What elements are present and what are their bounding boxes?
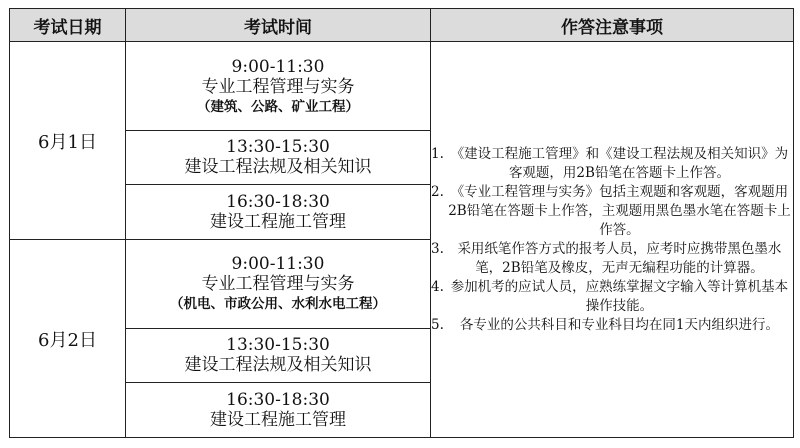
- list-item: 5. 各专业的公共科目和专业科目均在同1天内组织进行。: [431, 316, 779, 333]
- slot-time: 13:30-15:30: [226, 335, 330, 356]
- list-item: 1. 《建设工程施工管理》和《建设工程法规及相关知识》为客观题，用2B铅笔在答题卡上作答。: [431, 145, 789, 181]
- list-item: 3. 采用纸笔作答方式的报考人员，应考时应携带黑色墨水笔，2B铅笔及橡皮，无声无编程功能的计算器。: [431, 240, 782, 276]
- time-slot-cell: [126, 328, 431, 383]
- notes-list: [431, 145, 793, 335]
- slot-subject: 建设工程法规及相关知识: [184, 157, 372, 178]
- slot-subject: 建设工程法规及相关知识: [184, 355, 372, 376]
- list-item: 2. 《专业工程管理与实务》包括主观题和客观题，客观题用2B铅笔在答题卡上作答，主观题用黑色墨水笔在答题卡上作答。: [431, 183, 791, 238]
- time-slot-cell: [126, 383, 431, 438]
- slot-note: （机电、市政公用、水利水电工程）: [170, 296, 386, 313]
- header-row: [10, 9, 794, 42]
- slot-time: 16:30-18:30: [226, 389, 330, 410]
- exam-schedule-table: [9, 8, 794, 438]
- time-slot-cell: [126, 240, 431, 329]
- table-row: [10, 42, 794, 131]
- slot-subject: 专业工程管理与实务: [201, 76, 355, 97]
- time-slot-cell: [126, 130, 431, 185]
- exam-date-cell: 6月1日: [10, 42, 126, 240]
- slot-note: （建筑、公路、矿业工程）: [197, 98, 359, 115]
- header-exam-date: 考试日期: [10, 9, 126, 42]
- exam-date-cell: 6月2日: [10, 240, 126, 438]
- slot-subject: 专业工程管理与实务: [201, 274, 355, 295]
- slot-subject: 建设工程施工管理: [210, 211, 346, 232]
- slot-subject: 建设工程施工管理: [210, 409, 346, 430]
- header-notes: 作答注意事项: [431, 9, 794, 42]
- time-slot-cell: [126, 185, 431, 240]
- slot-time: 9:00-11:30: [231, 56, 325, 77]
- slot-time: 9:00-11:30: [231, 254, 325, 275]
- time-slot-cell: [126, 42, 431, 131]
- header-exam-time: 考试时间: [126, 9, 431, 42]
- slot-time: 13:30-15:30: [226, 137, 330, 158]
- list-item: 4. 参加机考的应试人员，应熟练掌握文字输入等计算机基本操作技能。: [431, 278, 789, 314]
- slot-time: 16:30-18:30: [226, 191, 330, 212]
- notes-cell: [431, 42, 794, 438]
